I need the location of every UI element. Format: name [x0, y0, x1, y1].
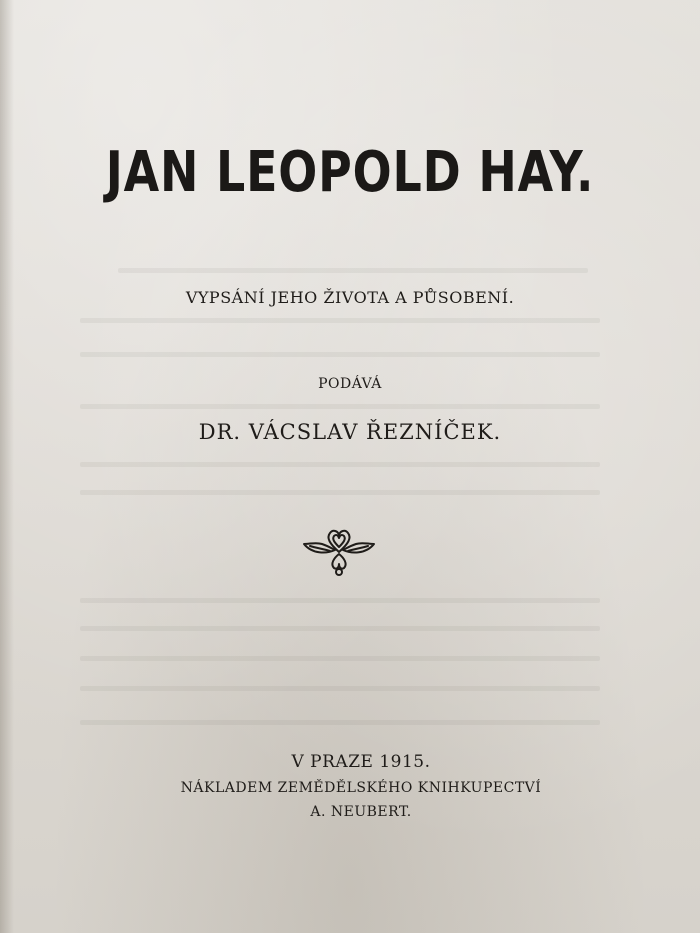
show-through-line — [80, 352, 600, 357]
book-subtitle: VYPSÁNÍ JEHO ŽIVOTA A PŮSOBENÍ. — [185, 288, 515, 307]
show-through-line — [80, 626, 600, 631]
show-through-line — [80, 656, 600, 661]
show-through-line — [80, 598, 600, 603]
publisher-name: A. NEUBERT. — [310, 804, 412, 820]
show-through-line — [80, 404, 600, 409]
show-through-line — [80, 318, 600, 323]
show-through-line — [80, 490, 600, 495]
show-through-line — [80, 462, 600, 467]
provided-by-label: PODÁVÁ — [318, 376, 382, 392]
show-through-line — [118, 268, 588, 273]
floral-heart-ornament-icon — [300, 522, 378, 578]
show-through-line — [80, 686, 600, 691]
publication-place-year: V PRAZE 1915. — [291, 752, 431, 772]
book-title: JAN LEOPOLD HAY. — [105, 140, 595, 205]
show-through-line — [80, 720, 600, 725]
author-name: DR. VÁCSLAV ŘEZNÍČEK. — [198, 420, 502, 444]
publisher-line: NÁKLADEM ZEMĚDĚLSKÉHO KNIHKUPECTVÍ — [180, 780, 542, 796]
